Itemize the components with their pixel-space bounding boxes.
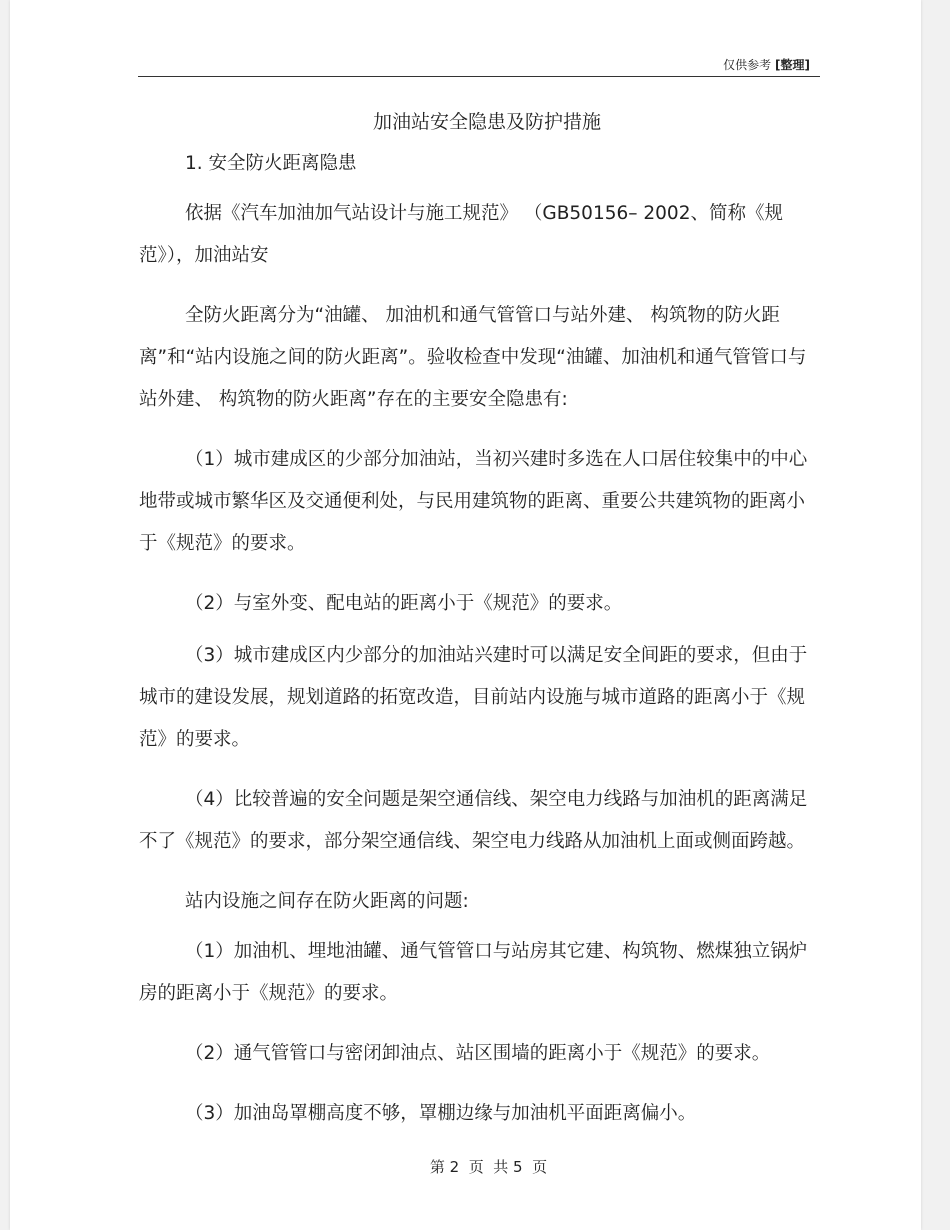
paragraph-item-2: （2）与室外变、配电站的距离小于《规范》的要求。 [185,593,623,614]
header-note-text: 仅供参考 [723,58,772,72]
paragraph-internal-item-2: （2）通气管管口与密闭卸油点、站区围墙的距离小于《规范》的要求。 [185,1043,771,1064]
paragraph-item-4: （4）比较普遍的安全问题是架空通信线、架空电力线路与加油机的距离满足不了《规范》的要求，部分架空通信线、架空电力线路从加油机上面或侧面跨越。 [139,789,808,852]
page-footer: 第 2 页 共 5 页 [429,1158,548,1176]
header-divider [138,76,820,77]
paragraph-fire-distance: 全防火距离分为“油罐、 加油机和通气管管口与站外建、 构筑物的防火距离”和“站内设施之间的防火距离”。验收检查中发现“油罐、加油机和通气管管口与站外建、 构筑物的防火距离”存在的主要安全隐患有: [139,305,807,410]
document-title: 加油站安全隐患及防护措施 [372,111,601,133]
document-body [139,110,819,1153]
header-note [723,56,810,73]
header-tag: [整理] [775,58,810,72]
paragraph-internal-item-1: （1）加油机、埋地油罐、通气管管口与站房其它建、构筑物、燃煤独立锅炉房的距离小于《规范》的要求。 [139,941,808,1004]
document-page [10,0,921,1230]
paragraph-internal-item-3: （3）加油岛罩棚高度不够，罩棚边缘与加油机平面距离偏小。 [185,1103,697,1124]
paragraph-item-1: （1）城市建成区的少部分加油站，当初兴建时多选在人口居住较集中的中心地带或城市繁华区及交通便利处，与民用建筑物的距离、重要公共建筑物的距离小于《规范》的要求。 [139,449,808,554]
section-heading: 1. 安全防火距离隐患 [185,153,357,174]
paragraph-item-3: （3）城市建成区内少部分的加油站兴建时可以满足安全间距的要求，但由于城市的建设发展，规划道路的拓宽改造，目前站内设施与城市道路的距离小于《规范》的要求。 [139,645,808,750]
paragraph-basis: 依据《汽车加油加气站设计与施工规范》 （GB50156– 2002、简称《规范》），加油站安 [139,203,783,266]
paragraph-internal-issues: 站内设施之间存在防火距离的问题: [185,891,469,912]
